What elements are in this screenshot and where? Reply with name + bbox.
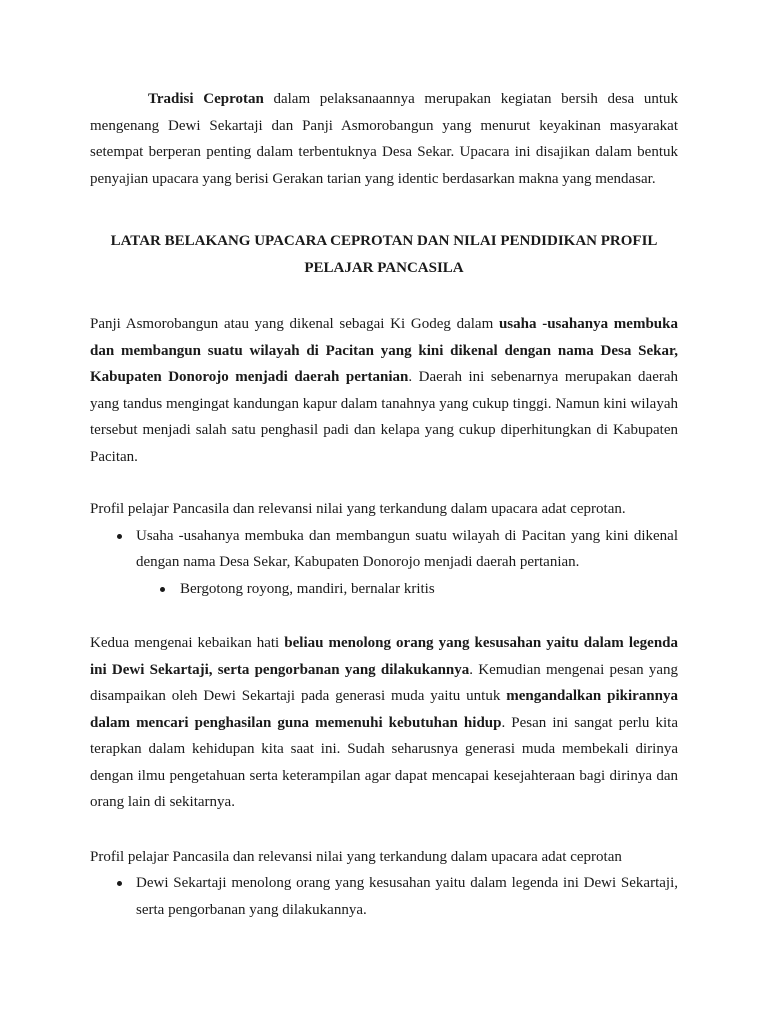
sub-list-item-text: Bergotong royong, mandiri, bernalar kritis: [180, 580, 435, 597]
profile-label-2: Profil pelajar Pancasila dan relevansi nilai yang terkandung dalam upacara adat ceprotan: [90, 848, 622, 865]
list-item: [90, 523, 678, 576]
sub-list-item: [90, 576, 678, 603]
list-item-text: Usaha -usahanya membuka dan membangun suatu wilayah di Pacitan yang kini dikenal dengan nama Desa Sekar, Kabupaten Donorojo menjadi daerah pertanian.: [136, 527, 678, 570]
background-text-b: . Daerah ini sebenarnya merupakan daerah yang tandus mengingat kandungan kapur dalam tanahnya yang cukup tinggi. Namun kini wilayah tersebut menjadi salah satu penghasil padi dan kelapa yang cukup diperhitungkan di Kabupaten Pacitan.: [90, 369, 678, 465]
profile-list-1: [90, 523, 678, 603]
kindness-text-c: . Pesan ini sangat perlu kita terapkan dalam kehidupan kita saat ini. Sudah seharusnya generasi muda membekali dirinya dengan ilmu pengetahuan serta keterampilan agar dapat mencapai kesejahteraan bagi dirinya dan orang lain di sekitarnya.: [90, 714, 678, 810]
intro-bold-lead: Tradisi Ceprotan: [148, 91, 264, 107]
intro-text: dalam pelaksanaannya merupakan kegiatan bersih desa untuk mengenang Dewi Sekartaji dan Panji Asmorobangun yang menurut keyakinan masyarakat setempat berperan penting dalam terbentuknya Desa Sekar. Upacara ini disajikan dalam bentuk penyajian upacara yang berisi Gerakan tarian yang identic berdasarkan makna yang mendasar.: [90, 91, 678, 187]
profile-label-1: Profil pelajar Pancasila dan relevansi nilai yang terkandung dalam upacara adat ceprotan.: [90, 501, 626, 517]
heading-line-1: LATAR BELAKANG UPACARA CEPROTAN DAN NILAI PENDIDIKAN PROFIL: [110, 233, 658, 249]
list-item-text: Dewi Sekartaji menolong orang yang kesusahan yaitu dalam legenda ini Dewi Sekartaji, serta pengorbanan yang dilakukannya.: [136, 875, 678, 918]
profile-list-2: [90, 870, 678, 923]
kindness-text-a: Kedua mengenai kebaikan hati: [90, 635, 285, 651]
heading-line-2: PELAJAR PANCASILA: [304, 259, 464, 276]
kindness-bold-b: mengandalkan pikirannya dalam mencari penghasilan guna memenuhi kebutuhan hidup: [90, 688, 678, 731]
kindness-text-b: . Kemudian mengenai pesan yang disampaikan oleh Dewi Sekartaji pada generasi muda yaitu untuk: [90, 661, 678, 704]
list-item: [90, 870, 678, 923]
bullet-icon: [117, 881, 122, 886]
kindness-paragraph: [90, 630, 678, 816]
bullet-icon: [117, 534, 122, 539]
bullet-icon: [160, 587, 165, 592]
document-page: [90, 86, 678, 923]
intro-paragraph: [90, 86, 678, 192]
kindness-bold-a: beliau menolong orang yang kesusahan yaitu dalam legenda ini Dewi Sekartaji, serta pengorbanan yang dilakukannya: [90, 635, 679, 678]
section-heading: [90, 228, 678, 281]
background-bold: usaha -usahanya membuka dan membangun suatu wilayah di Pacitan yang kini dikenal dengan nama Desa Sekar, Kabupaten Donorojo menjadi daerah pertanian: [90, 316, 678, 385]
background-text-a: Panji Asmorobangun atau yang dikenal sebagai Ki Godeg dalam: [90, 316, 499, 332]
background-paragraph: [90, 311, 678, 470]
